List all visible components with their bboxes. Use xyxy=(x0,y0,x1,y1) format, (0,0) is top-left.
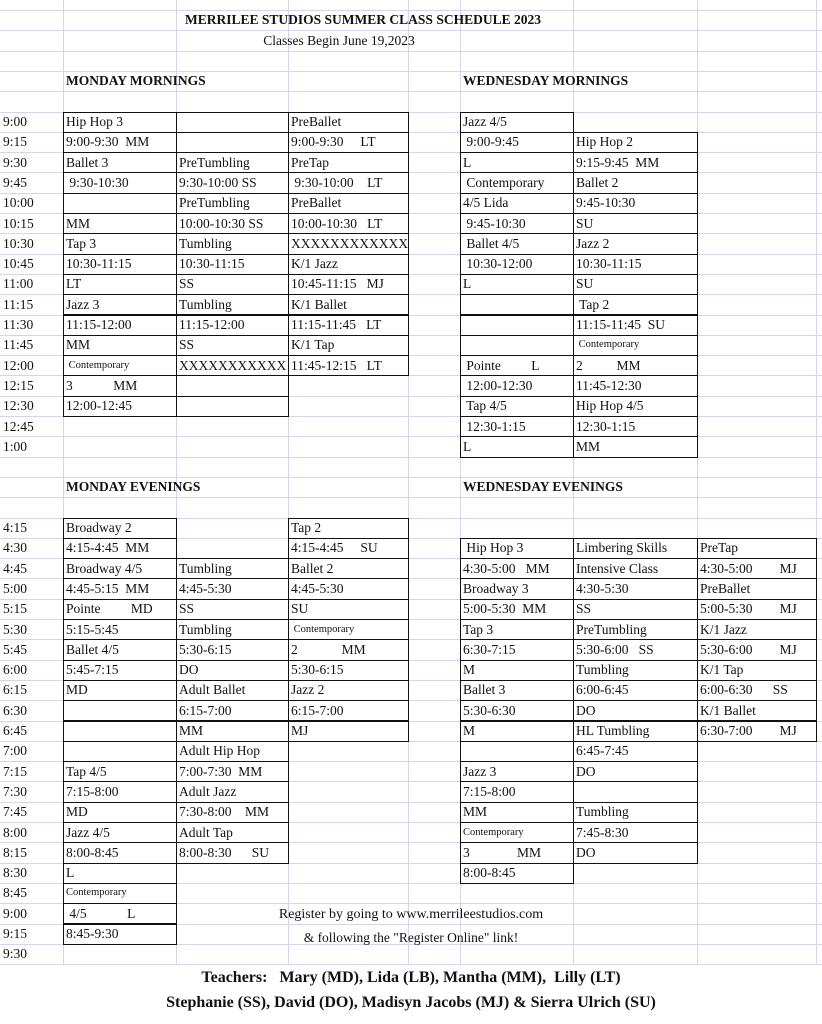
class-cell: 4:30-5:00 MM xyxy=(463,560,550,576)
time-label: 6:45 xyxy=(3,723,28,738)
class-cell: 5:30-6:30 xyxy=(463,702,516,718)
row-gridline xyxy=(0,436,822,437)
class-box-cell xyxy=(460,274,574,295)
time-label: 7:15 xyxy=(3,763,28,779)
class-cell: 2 MM xyxy=(291,641,366,657)
class-box-cell xyxy=(176,112,289,133)
class-cell: MJ xyxy=(291,723,309,738)
class-box-cell xyxy=(573,599,698,620)
class-cell: 5:45-7:15 xyxy=(66,662,119,678)
time-label: 1:00 xyxy=(3,438,28,454)
time-label: 9:30 xyxy=(3,154,28,170)
class-cell: Ballet 3 xyxy=(463,682,506,698)
time-label: 6:15 xyxy=(3,682,28,698)
time-label: 7:30 xyxy=(3,783,28,799)
time-label: 9:45 xyxy=(3,174,28,190)
class-cell: K/1 Tap xyxy=(700,662,744,678)
time-label: 10:00 xyxy=(3,195,34,211)
row-gridline xyxy=(0,457,822,458)
class-cell: L xyxy=(66,865,75,881)
class-cell: Pointe L xyxy=(463,357,540,373)
class-cell: 4/5 Lida xyxy=(463,195,509,211)
class-cell: K/1 Jazz xyxy=(700,621,747,637)
time-label: 12:45 xyxy=(3,418,34,434)
section-heading: WEDNESDAY EVENINGS xyxy=(463,479,623,495)
class-cell: Broadway 3 xyxy=(463,580,529,596)
class-cell: 3 MM xyxy=(66,377,138,393)
time-label: 11:45 xyxy=(3,337,34,353)
class-cell: PreBallet xyxy=(291,195,342,211)
class-cell: Contemporary xyxy=(463,174,545,190)
class-cell: Pointe MD xyxy=(66,601,153,617)
class-cell: 7:00-7:30 MM xyxy=(179,763,263,779)
class-box-cell xyxy=(460,315,574,336)
class-cell: Ballet 2 xyxy=(291,560,334,576)
class-cell: Hip Hop 4/5 xyxy=(576,398,644,414)
class-cell: PreBallet xyxy=(291,114,342,129)
section-heading: MONDAY EVENINGS xyxy=(66,479,201,495)
class-cell: MM xyxy=(576,438,601,454)
class-cell: 7:15-8:00 xyxy=(463,783,516,799)
class-cell: 10:45-11:15 MJ xyxy=(291,276,384,292)
class-cell: Contemporary xyxy=(291,623,355,635)
class-cell: 7:15-8:00 xyxy=(66,783,119,799)
class-cell: MM xyxy=(179,723,204,738)
class-cell: Tap 4/5 xyxy=(463,398,507,414)
class-cell: 11:15-11:45 SU xyxy=(576,317,666,332)
class-box-cell xyxy=(460,152,574,173)
class-cell: L xyxy=(463,154,472,170)
class-cell: 8:45-9:30 xyxy=(66,926,119,941)
class-cell: Tap 2 xyxy=(576,296,610,312)
class-cell: Limbering Skills xyxy=(576,540,668,556)
class-cell: 12:00-12:45 xyxy=(66,398,132,414)
class-cell: Tap 3 xyxy=(463,621,494,637)
class-cell: 7:30-8:00 MM xyxy=(179,804,270,820)
class-cell: 4:30-5:00 MJ xyxy=(700,560,797,576)
class-cell: 10:00-10:30 SS xyxy=(179,215,264,231)
time-label: 5:00 xyxy=(3,580,28,596)
class-cell: PreTumbling xyxy=(179,154,250,170)
class-cell: Broadway 2 xyxy=(66,520,132,535)
class-cell: PreTumbling xyxy=(179,195,250,211)
class-cell: SS xyxy=(179,337,195,353)
class-cell: PreTumbling xyxy=(576,621,647,637)
class-cell: 10:30-11:15 xyxy=(66,256,132,272)
class-cell: SS xyxy=(576,601,592,617)
time-label: 9:30 xyxy=(3,946,28,962)
class-cell: 5:30-6:15 xyxy=(179,641,232,657)
time-label: 7:45 xyxy=(3,804,28,820)
class-cell: 4:15-4:45 SU xyxy=(291,540,378,556)
class-cell: DO xyxy=(576,702,596,718)
class-cell: 2 MM xyxy=(576,357,641,373)
time-label: 6:30 xyxy=(3,702,28,718)
time-label: 4:45 xyxy=(3,560,28,576)
class-cell: 4:45-5:30 xyxy=(291,580,344,596)
class-cell: 4:45-5:30 xyxy=(179,580,232,596)
class-cell: Jazz 4/5 xyxy=(66,824,110,840)
time-label: 10:45 xyxy=(3,256,34,272)
class-box-cell xyxy=(63,741,177,762)
class-cell: Tap 4/5 xyxy=(66,763,107,779)
class-cell: 4:45-5:15 MM xyxy=(66,580,150,596)
class-cell: Ballet 4/5 xyxy=(66,641,119,657)
class-cell: 12:00-12:30 xyxy=(463,377,533,393)
class-box-cell xyxy=(460,660,574,681)
class-cell: K/1 Tap xyxy=(291,337,335,353)
time-label: 12:15 xyxy=(3,377,34,393)
class-cell: 5:30-6:00 SS xyxy=(576,641,654,657)
class-cell: 9:00-9:45 xyxy=(463,134,519,150)
time-label: 4:30 xyxy=(3,540,28,556)
class-cell: 9:30-10:30 xyxy=(66,174,129,190)
schedule-subtitle: Classes Begin June 19,2023 xyxy=(263,33,415,48)
class-cell: 12:30-1:15 xyxy=(463,418,526,434)
class-cell: Jazz 3 xyxy=(463,763,497,779)
class-cell: Adult Tap xyxy=(179,824,233,840)
class-cell: Tumbling xyxy=(576,804,629,820)
class-box-cell xyxy=(63,721,177,742)
class-cell: K/1 Ballet xyxy=(291,296,347,312)
class-cell: Contemporary xyxy=(66,887,127,899)
class-cell: LT xyxy=(66,276,82,292)
time-label: 5:15 xyxy=(3,601,28,617)
class-cell: 9:00-9:30 LT xyxy=(291,134,376,150)
class-box-cell xyxy=(460,741,574,762)
class-cell: DO xyxy=(576,763,596,779)
time-label: 6:00 xyxy=(3,662,28,678)
class-cell: MD xyxy=(66,804,88,820)
time-label: 8:00 xyxy=(3,824,28,840)
class-cell: 9:00-9:30 MM xyxy=(66,134,150,150)
class-cell: Tumbling xyxy=(179,621,232,637)
class-cell: Jazz 2 xyxy=(576,235,610,251)
teachers-line-2: Stephanie (SS), David (DO), Madisyn Jacobs (MJ) & Sierra Ulrich (SU) xyxy=(0,991,822,1014)
section-heading: WEDNESDAY MORNINGS xyxy=(463,73,629,89)
time-label: 4:15 xyxy=(3,520,28,535)
class-cell: Adult Jazz xyxy=(179,783,237,799)
class-cell: Adult Hip Hop xyxy=(179,743,260,759)
class-cell: 5:15-5:45 xyxy=(66,621,119,637)
class-cell: 6:30-7:00 MJ xyxy=(700,723,797,738)
class-cell: Broadway 4/5 xyxy=(66,560,143,576)
time-label: 11:30 xyxy=(3,317,34,332)
time-label: 9:15 xyxy=(3,134,28,150)
class-cell: Jazz 2 xyxy=(291,682,325,698)
class-cell: MM xyxy=(66,215,91,231)
class-cell: 5:30-6:00 MJ xyxy=(700,641,797,657)
class-cell: 3 MM xyxy=(463,844,542,860)
class-cell: 11:15-11:45 LT xyxy=(291,317,382,332)
time-label: 5:30 xyxy=(3,621,28,637)
class-cell: 6:30-7:15 xyxy=(463,641,516,657)
class-cell: Ballet 2 xyxy=(576,174,619,190)
class-cell: Jazz 3 xyxy=(66,296,100,312)
class-cell: 7:45-8:30 xyxy=(576,824,629,840)
class-cell: K/1 Ballet xyxy=(700,702,756,718)
class-cell: 5:30-6:15 xyxy=(291,662,344,678)
class-cell: Jazz 4/5 xyxy=(463,114,507,129)
class-cell: 9:45-10:30 xyxy=(576,195,636,211)
class-cell: Contemporary xyxy=(576,339,640,351)
class-cell: SS xyxy=(179,276,195,292)
class-cell: Hip Hop 3 xyxy=(463,540,524,556)
class-cell: 9:30-10:00 SS xyxy=(179,174,257,190)
class-cell: PreTap xyxy=(700,540,739,556)
class-cell: 6:15-7:00 xyxy=(291,702,344,718)
class-cell: 8:00-8:45 xyxy=(463,865,516,881)
class-cell: 10:30-11:15 xyxy=(179,256,245,272)
class-cell: Contemporary xyxy=(463,826,524,838)
class-cell: 4/5 L xyxy=(66,905,136,921)
class-cell: 6:00-6:45 xyxy=(576,682,629,698)
class-cell: Intensive Class xyxy=(576,560,659,576)
schedule-title: MERRILEE STUDIOS SUMMER CLASS SCHEDULE 2023 xyxy=(185,12,541,27)
class-cell: 10:00-10:30 LT xyxy=(291,215,383,231)
class-box-cell xyxy=(63,193,177,214)
time-label: 12:00 xyxy=(3,357,34,373)
class-cell: 10:30-11:15 xyxy=(576,256,642,272)
class-cell: Adult Ballet xyxy=(179,682,246,698)
class-cell: 11:45-12:15 LT xyxy=(291,357,382,373)
time-label: 11:15 xyxy=(3,296,34,312)
class-cell: 6:00-6:30 SS xyxy=(700,682,788,698)
class-cell: L xyxy=(463,438,472,454)
time-label: 12:30 xyxy=(3,398,34,414)
row-gridline xyxy=(0,964,822,965)
class-cell: Hip Hop 2 xyxy=(576,134,633,150)
class-cell: MM xyxy=(66,337,91,353)
time-label: 8:30 xyxy=(3,865,28,881)
class-cell: MD xyxy=(66,682,88,698)
class-cell: Tumbling xyxy=(179,560,232,576)
class-cell: Hip Hop 3 xyxy=(66,114,123,129)
time-label: 10:30 xyxy=(3,235,34,251)
class-cell: 11:15-12:00 xyxy=(66,317,132,332)
class-cell: XXXXXXXXXXX xyxy=(179,357,287,373)
class-cell: DO xyxy=(179,662,199,678)
class-cell: 11:15-12:00 xyxy=(179,317,245,332)
class-cell: Contemporary xyxy=(66,359,130,371)
class-cell: Tap 3 xyxy=(66,235,97,251)
class-box-cell xyxy=(176,396,289,417)
time-label: 8:15 xyxy=(3,844,28,860)
class-cell: 8:00-8:30 SU xyxy=(179,844,270,860)
time-label: 9:00 xyxy=(3,114,28,129)
time-label: 9:15 xyxy=(3,926,28,941)
class-cell: SU xyxy=(576,215,594,231)
class-box-cell xyxy=(63,700,177,721)
class-cell: SU xyxy=(576,276,594,292)
class-cell: 12:30-1:15 xyxy=(576,418,636,434)
class-cell: 9:15-9:45 MM xyxy=(576,154,660,170)
class-box-cell xyxy=(573,781,698,802)
class-cell: PreTap xyxy=(291,154,330,170)
class-cell: M xyxy=(463,662,476,678)
class-cell: Ballet 3 xyxy=(66,154,109,170)
class-cell: 9:30-10:00 LT xyxy=(291,174,383,190)
class-cell: SU xyxy=(291,601,309,617)
section-heading: MONDAY MORNINGS xyxy=(66,73,206,89)
class-box-cell xyxy=(460,721,574,742)
time-label: 8:45 xyxy=(3,885,28,901)
class-cell: L xyxy=(463,276,472,292)
class-box-cell xyxy=(460,294,574,315)
class-cell: Tumbling xyxy=(179,235,232,251)
class-cell: 4:15-4:45 MM xyxy=(66,540,150,556)
class-cell: 5:00-5:30 MJ xyxy=(700,601,797,617)
class-cell: 6:45-7:45 xyxy=(576,743,629,759)
time-label: 11:00 xyxy=(3,276,34,292)
class-cell: SS xyxy=(179,601,195,617)
column-gridline xyxy=(816,0,817,964)
class-cell: 10:30-12:00 xyxy=(463,256,533,272)
class-box-cell xyxy=(460,436,574,457)
class-cell: MM xyxy=(463,804,488,820)
class-box-cell xyxy=(460,335,574,356)
class-cell: Tumbling xyxy=(179,296,232,312)
class-cell: 6:15-7:00 xyxy=(179,702,232,718)
teachers-line-1: Teachers: Mary (MD), Lida (LB), Mantha (MM), Lilly (LT) xyxy=(0,966,822,989)
class-cell: 4:30-5:30 xyxy=(576,580,629,596)
class-cell: XXXXXXXXXXXX xyxy=(291,235,408,251)
class-box-cell xyxy=(63,863,177,884)
time-label: 10:15 xyxy=(3,215,34,231)
class-box-cell xyxy=(176,375,289,396)
class-cell: 8:00-8:45 xyxy=(66,844,119,860)
class-cell: Tumbling xyxy=(576,662,629,678)
class-cell: Tap 2 xyxy=(291,520,322,535)
class-cell: 5:00-5:30 MM xyxy=(463,601,547,617)
class-cell: DO xyxy=(576,844,596,860)
time-label: 7:00 xyxy=(3,743,28,759)
class-box-cell xyxy=(176,132,289,153)
class-cell: PreBallet xyxy=(700,580,751,596)
class-cell: 9:45-10:30 xyxy=(463,215,526,231)
time-label: 5:45 xyxy=(3,641,28,657)
class-cell: M xyxy=(463,723,476,738)
time-label: 9:00 xyxy=(3,905,28,921)
register-line-2: & following the "Register Online" link! xyxy=(303,930,519,945)
class-cell: K/1 Jazz xyxy=(291,256,338,272)
class-cell: Ballet 4/5 xyxy=(463,235,520,251)
class-cell: HL Tumbling xyxy=(576,723,650,738)
register-line-1: Register by going to www.merrileestudios.com xyxy=(278,907,544,922)
class-cell: 11:45-12:30 xyxy=(576,377,642,393)
